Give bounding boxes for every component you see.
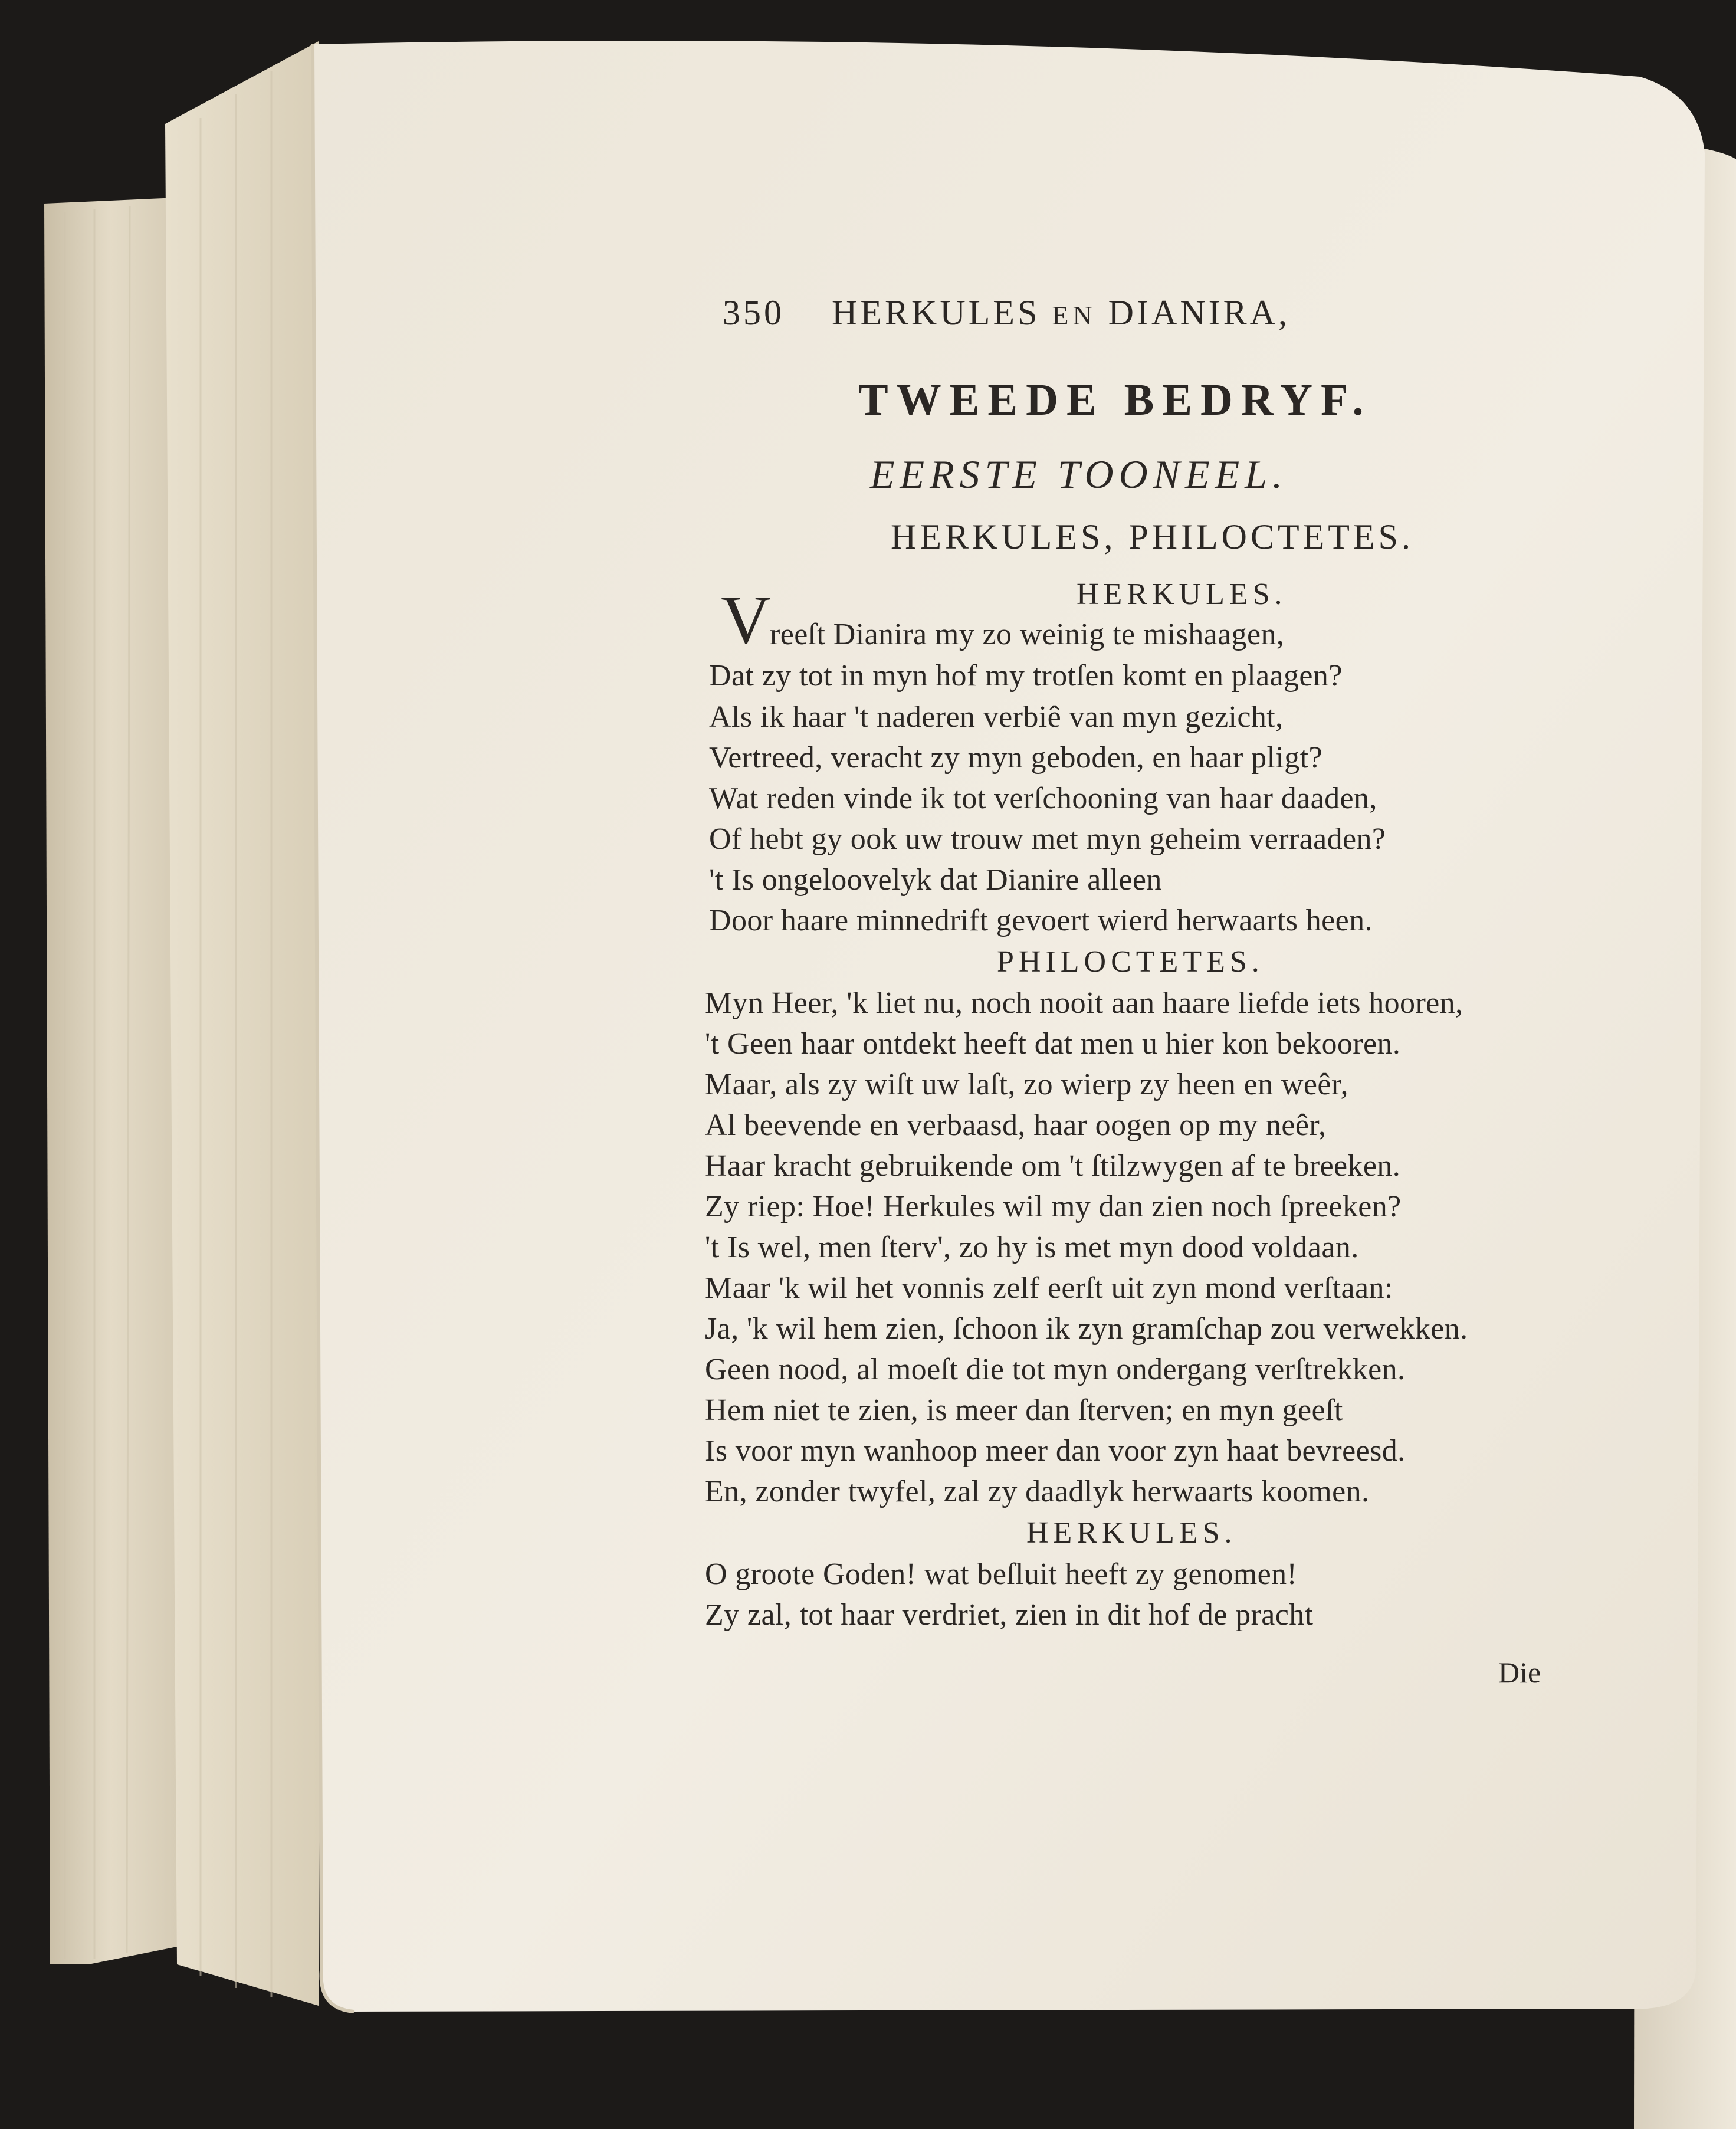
verse-line: O groote Goden! wat beſluit heeft zy genomen! (705, 1557, 1298, 1591)
cast-list: HERKULES, PHILOCTETES. (891, 517, 1414, 556)
speaker-philoctetes: PHILOCTETES. (997, 945, 1264, 979)
verse-line: reeſt Dianira my zo weinig te mishaagen, (770, 618, 1285, 651)
running-title (832, 295, 1290, 330)
running-title-en: EN (1052, 300, 1097, 330)
verse-line: Myn Heer, 'k liet nu, noch nooit aan haare liefde iets hooren, (705, 986, 1463, 1020)
act-title: TWEEDE BEDRYF. (858, 375, 1372, 425)
page-number: 350 (723, 293, 785, 332)
speaker-herkules: HERKULES. (1077, 578, 1287, 611)
verse-line: Of hebt gy ook uw trouw met myn geheim verraaden? (709, 822, 1386, 856)
verse-line: Wat reden vinde ik tot verſchooning van haar daaden, (709, 782, 1377, 815)
scene-title: EERSTE TOONEEL. (870, 452, 1288, 497)
verse-line: Vertreed, veracht zy myn geboden, en haar pligt? (709, 741, 1322, 775)
verse-line: Als ik haar 't naderen verbiê van myn gezicht, (709, 700, 1284, 734)
verse-line: Zy riep: Hoe! Herkules wil my dan zien noch ſpreeken? (705, 1190, 1402, 1223)
verse-line: Geen nood, al moeſt die tot myn ondergang verſtrekken. (705, 1353, 1406, 1386)
verse-line: Hem niet te zien, is meer dan ſterven; en myn geeſt (705, 1393, 1343, 1427)
verse-line: Al beevende en verbaasd, haar oogen op my neêr, (705, 1108, 1327, 1142)
verse-line: 't Is wel, men ſterv', zo hy is met myn dood voldaan. (705, 1231, 1359, 1264)
verse-line: 't Is ongeloovelyk dat Dianire alleen (709, 863, 1162, 897)
verse-line: Dat zy tot in myn hof my trotſen komt en plaagen? (709, 659, 1343, 693)
verse-line: En, zonder twyfel, zal zy daadlyk herwaarts koomen. (705, 1475, 1370, 1508)
catchword: Die (1498, 1656, 1541, 1689)
speaker-herkules-2: HERKULES. (1026, 1516, 1237, 1550)
running-title-dianira: DIANIRA, (1108, 293, 1290, 332)
verse-line: Maar 'k wil het vonnis zelf eerſt uit zyn mond verſtaan: (705, 1271, 1393, 1305)
verse-line: Maar, als zy wiſt uw laſt, zo wierp zy heen en weêr, (705, 1068, 1348, 1101)
running-title-herkules: HERKULES (832, 293, 1041, 332)
verse-line: Haar kracht gebruikende om 't ſtilzwygen af te breeken. (705, 1149, 1401, 1183)
verse-line: Zy zal, tot haar verdriet, zien in dit hof de pracht (705, 1598, 1314, 1632)
verse-line: Ja, 'k wil hem zien, ſchoon ik zyn gramſchap zou verwekken. (705, 1312, 1468, 1346)
drop-cap: V (721, 581, 772, 658)
verse-line: Door haare minnedrift gevoert wierd herwaarts heen. (709, 904, 1373, 937)
verse-line: Is voor myn wanhoop meer dan voor zyn haat bevreesd. (705, 1434, 1406, 1468)
verse-line: 't Geen haar ontdekt heeft dat men u hier kon bekooren. (705, 1027, 1401, 1061)
